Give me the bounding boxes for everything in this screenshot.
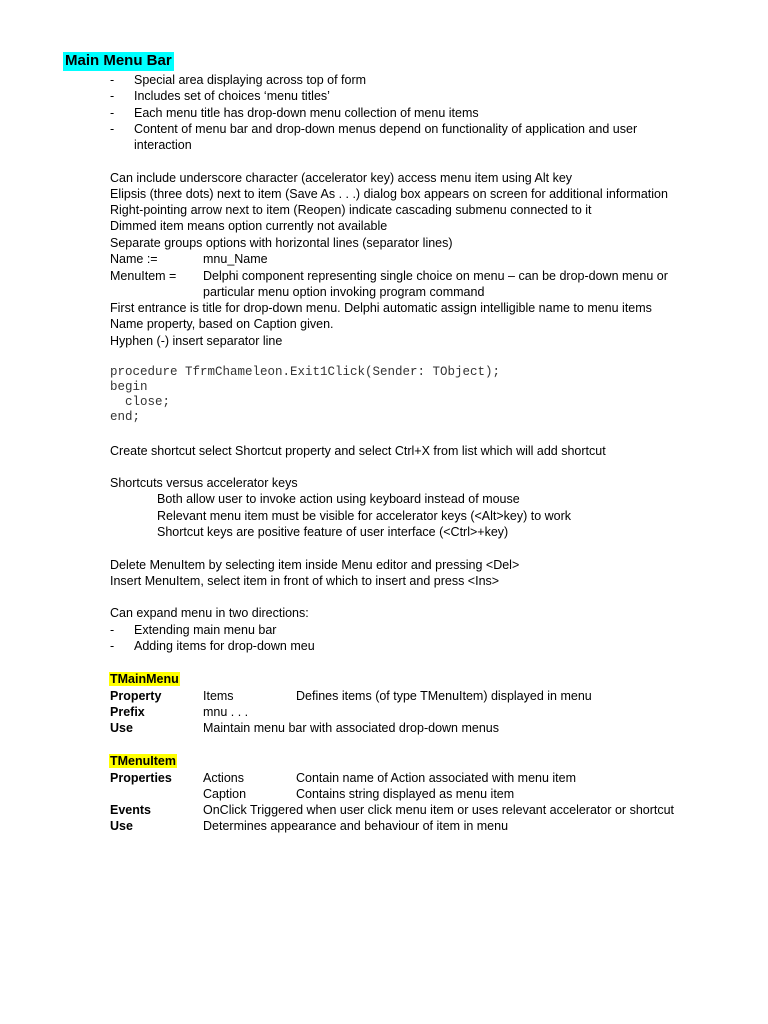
shortcuts-item: Shortcut keys are positive feature of user interface (<Ctrl>+key): [157, 525, 509, 539]
page-title: Main Menu Bar: [65, 52, 172, 69]
tmainmenu-heading: [109, 671, 180, 687]
notes-line: Separate groups options with horizontal lines (separator lines): [110, 236, 453, 250]
list-item: - Each menu title has drop-down menu collection of menu items: [110, 105, 479, 120]
menuitem-value: Delphi component representing single choice on menu – can be drop-down menu or: [203, 269, 668, 283]
expand-list: [110, 622, 315, 655]
shortcuts-item: Both allow user to invoke action using keyboard instead of mouse: [157, 492, 520, 506]
shortcut-create-line: Create shortcut select Shortcut property and select Ctrl+X from list which will add shortcut: [110, 444, 606, 458]
notes-line: Right-pointing arrow next to item (Reopen) indicate cascading submenu connected to it: [110, 203, 592, 217]
notes-line: Elipsis (three dots) next to item (Save As . . .) dialog box appears on screen for additional information: [110, 187, 668, 201]
tmenuitem-title: TMenuItem: [110, 754, 176, 768]
delete-menuitem-line: Delete MenuItem by selecting item inside Menu editor and pressing <Del>: [110, 558, 520, 572]
name-label: Name :=: [110, 252, 158, 266]
tmenuitem-heading: [109, 753, 177, 769]
list-item: - Extending main menu bar: [110, 623, 277, 637]
menuitem-label: MenuItem =: [110, 269, 177, 283]
code-line: close;: [110, 395, 171, 409]
notes-line: Dimmed item means option currently not available: [110, 219, 388, 233]
expand-heading: Can expand menu in two directions:: [110, 606, 309, 620]
notes-line: Can include underscore character (accelerator key) access menu item using Alt key: [110, 171, 573, 185]
code-line: end;: [110, 410, 141, 424]
code-line: begin: [110, 380, 148, 394]
list-item: - Content of menu bar and drop-down menus depend on functionality of application and user interaction: [110, 121, 638, 153]
shortcuts-heading: Shortcuts versus accelerator keys: [110, 476, 298, 490]
tmainmenu-title: TMainMenu: [110, 672, 179, 686]
notes-line: First entrance is title for drop-down menu. Delphi automatic assign intelligible name to menu items: [110, 301, 652, 315]
menuitem-value-cont: particular menu option invoking program command: [203, 285, 485, 299]
notes-line: Hyphen (-) insert separator line: [110, 334, 283, 348]
name-value: mnu_Name: [203, 252, 268, 266]
insert-menuitem-line: Insert MenuItem, select item in front of which to insert and press <Ins>: [110, 574, 500, 588]
list-item: - Adding items for drop-down meu: [110, 639, 315, 654]
list-item: - Includes set of choices ‘menu titles’: [110, 89, 330, 104]
code-line: procedure TfrmChameleon.Exit1Click(Sender: TObject);: [110, 365, 501, 379]
shortcuts-item: Relevant menu item must be visible for accelerator keys (<Alt>key) to work: [157, 509, 572, 523]
notes-line: Name property, based on Caption given.: [110, 317, 334, 331]
list-item: - Special area displaying across top of form: [110, 73, 367, 87]
features-list: [110, 72, 694, 153]
